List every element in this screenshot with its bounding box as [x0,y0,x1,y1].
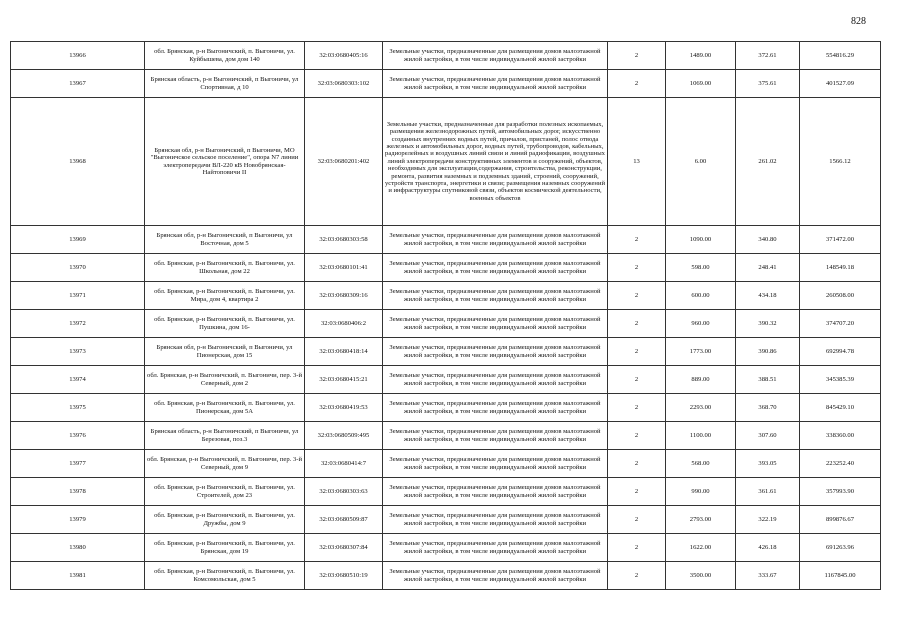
cadastral-value-cell: 554816.29 [800,42,881,70]
cadastral-value-cell: 1167845.00 [800,562,881,590]
cadastral-value-cell: 357993.90 [800,478,881,506]
specific-value-cell: 434.18 [736,282,800,310]
specific-value-cell: 261.02 [736,98,800,226]
area-cell: 568.00 [666,450,736,478]
row-number: 13971 [11,282,145,310]
row-number: 13978 [11,478,145,506]
area-cell: 1489.00 [666,42,736,70]
land-use-cell: Земельные участки, предназначенные для размещения домов малоэтажной жилой застройки, в том числе индивидуальной жилой застройки [383,310,608,338]
land-register-table [10,41,881,590]
row-number: 13977 [11,450,145,478]
specific-value-cell: 307.60 [736,422,800,450]
specific-value-cell: 375.61 [736,70,800,98]
row-number: 13966 [11,42,145,70]
address-cell: обл. Брянская, р-н Выгоничский, п. Выгоничи, ул. Мира, дом 4, квартира 2 [145,282,305,310]
table-row [11,70,881,98]
row-number: 13968 [11,98,145,226]
table-row [11,562,881,590]
cadastral-number-cell: 32:03:0680419:53 [305,394,383,422]
group-cell: 2 [608,42,666,70]
cadastral-number-cell: 32:03:0680418:14 [305,338,383,366]
group-cell: 2 [608,254,666,282]
group-cell: 2 [608,422,666,450]
group-cell: 2 [608,506,666,534]
row-number: 13976 [11,422,145,450]
table-row [11,450,881,478]
specific-value-cell: 340.80 [736,226,800,254]
specific-value-cell: 372.61 [736,42,800,70]
specific-value-cell: 388.51 [736,366,800,394]
group-cell: 2 [608,562,666,590]
group-cell: 2 [608,450,666,478]
area-cell: 6.00 [666,98,736,226]
table-row [11,98,881,226]
land-use-cell: Земельные участки, предназначенные для размещения домов малоэтажной жилой застройки, в том числе индивидуальной жилой застройки [383,534,608,562]
group-cell: 2 [608,534,666,562]
address-cell: обл. Брянская, р-н Выгоничский, п. Выгоничи, пер. 3-й Северный, дом 2 [145,366,305,394]
table-row [11,506,881,534]
table-row [11,366,881,394]
row-number: 13974 [11,366,145,394]
specific-value-cell: 368.70 [736,394,800,422]
cadastral-value-cell: 691263.96 [800,534,881,562]
area-cell: 600.00 [666,282,736,310]
cadastral-number-cell: 32:03:0680309:16 [305,282,383,310]
table-row [11,42,881,70]
row-number: 13967 [11,70,145,98]
land-use-cell: Земельные участки, предназначенные для размещения домов малоэтажной жилой застройки, в том числе индивидуальной жилой застройки [383,366,608,394]
group-cell: 2 [608,394,666,422]
row-number: 13981 [11,562,145,590]
land-use-cell: Земельные участки, предназначенные для разработки полезных ископаемых, размещения железнодорожных путей, автомобильных дорог, искусственно созданных внутренних водных путей, причалов, пристаней, полос отвода железных и автомобильных дорог, водных путей, трубопроводов, кабельных, радиорелейных и воздушных линий связи и линий радиофикации, воздушных линий электропередачи конструктивных элементов и сооружений, объектов, необходимых для эксплуатации,содержания, строительства, реконструкции, ремонта, развития наземных и подземных зданий, строений, сооружений, устройств транспорта, энергетики и связи; размещения наземных сооружений и инфраструктуры спутниковой связи, объектов космической деятельности, военных объектов [383,98,608,226]
specific-value-cell: 248.41 [736,254,800,282]
address-cell: Брянская область, р-н Выгоничский, п Выгоничи, ул Спортивная, д 10 [145,70,305,98]
table-row [11,478,881,506]
address-cell: обл. Брянская, р-н Выгоничский, п. Выгоничи, ул. Школьная, дом 22 [145,254,305,282]
address-cell: Брянская область, р-н Выгоничский, п Выгоничи, ул Березовая, поз.3 [145,422,305,450]
address-cell: Брянская обл, р-н Выгоничский, п Выгоничи, МО "Выгоничское сельское поселение", опора N7 линии электропередачи ВЛ-220 кВ Новобрянская-Найтоповичи II [145,98,305,226]
cadastral-number-cell: 32:03:0680101:41 [305,254,383,282]
row-number: 13975 [11,394,145,422]
area-cell: 2793.00 [666,506,736,534]
land-use-cell: Земельные участки, предназначенные для размещения домов малоэтажной жилой застройки, в том числе индивидуальной жилой застройки [383,42,608,70]
group-cell: 2 [608,310,666,338]
address-cell: обл. Брянская, р-н Выгоничский, п. Выгоничи, ул. Куйбышева, дом дом 140 [145,42,305,70]
cadastral-number-cell: 32:03:0680415:21 [305,366,383,394]
land-use-cell: Земельные участки, предназначенные для размещения домов малоэтажной жилой застройки, в том числе индивидуальной жилой застройки [383,450,608,478]
group-cell: 13 [608,98,666,226]
cadastral-value-cell: 223252.40 [800,450,881,478]
address-cell: обл. Брянская, р-н Выгоничский, п. Выгоничи, ул. Строителей, дом 23 [145,478,305,506]
cadastral-number-cell: 32:03:0680414:7 [305,450,383,478]
group-cell: 2 [608,478,666,506]
cadastral-number-cell: 32:03:0680405:16 [305,42,383,70]
address-cell: обл. Брянская, р-н Выгоничский, п. Выгоничи, ул. Пушкина, дом 16- [145,310,305,338]
table-row [11,226,881,254]
specific-value-cell: 361.61 [736,478,800,506]
cadastral-value-cell: 148549.18 [800,254,881,282]
area-cell: 1622.00 [666,534,736,562]
cadastral-number-cell: 32:03:0680303:102 [305,70,383,98]
land-use-cell: Земельные участки, предназначенные для размещения домов малоэтажной жилой застройки, в том числе индивидуальной жилой застройки [383,226,608,254]
specific-value-cell: 390.86 [736,338,800,366]
land-use-cell: Земельные участки, предназначенные для размещения домов малоэтажной жилой застройки, в том числе индивидуальной жилой застройки [383,70,608,98]
table-row [11,394,881,422]
group-cell: 2 [608,282,666,310]
row-number: 13969 [11,226,145,254]
cadastral-value-cell: 371472.00 [800,226,881,254]
specific-value-cell: 426.18 [736,534,800,562]
cadastral-number-cell: 32:03:0680201:402 [305,98,383,226]
cadastral-value-cell: 692994.78 [800,338,881,366]
address-cell: Брянская обл, р-н Выгоничский, п Выгоничи, ул Пионерская, дом 15 [145,338,305,366]
address-cell: обл. Брянская, р-н Выгоничский, п. Выгоничи, ул. Брянская, дом 19 [145,534,305,562]
table-row [11,282,881,310]
address-cell: обл. Брянская, р-н Выгоничский, п. Выгоничи, ул. Комсомольская, дом 5 [145,562,305,590]
area-cell: 1773.00 [666,338,736,366]
cadastral-number-cell: 32:03:0680307:84 [305,534,383,562]
specific-value-cell: 393.05 [736,450,800,478]
table-row [11,254,881,282]
row-number: 13979 [11,506,145,534]
address-cell: Брянская обл, р-н Выгоничский, п Выгоничи, ул Восточная, дом 5 [145,226,305,254]
land-use-cell: Земельные участки, предназначенные для размещения домов малоэтажной жилой застройки, в том числе индивидуальной жилой застройки [383,282,608,310]
table-row [11,310,881,338]
cadastral-value-cell: 401527.09 [800,70,881,98]
table-row [11,422,881,450]
cadastral-number-cell: 32:03:0680509:495 [305,422,383,450]
row-number: 13970 [11,254,145,282]
register-body [11,42,881,590]
address-cell: обл. Брянская, р-н Выгоничский, п. Выгоничи, ул. Дружбы, дом 9 [145,506,305,534]
land-use-cell: Земельные участки, предназначенные для размещения домов малоэтажной жилой застройки, в том числе индивидуальной жилой застройки [383,254,608,282]
specific-value-cell: 390.32 [736,310,800,338]
group-cell: 2 [608,226,666,254]
cadastral-number-cell: 32:03:0680303:63 [305,478,383,506]
land-use-cell: Земельные участки, предназначенные для размещения домов малоэтажной жилой застройки, в том числе индивидуальной жилой застройки [383,506,608,534]
cadastral-value-cell: 374707.20 [800,310,881,338]
row-number: 13980 [11,534,145,562]
specific-value-cell: 322.19 [736,506,800,534]
cadastral-value-cell: 845429.10 [800,394,881,422]
cadastral-number-cell: 32:03:0680406:2 [305,310,383,338]
land-use-cell: Земельные участки, предназначенные для размещения домов малоэтажной жилой застройки, в том числе индивидуальной жилой застройки [383,338,608,366]
area-cell: 598.00 [666,254,736,282]
group-cell: 2 [608,338,666,366]
address-cell: обл. Брянская, р-н Выгоничский, п. Выгоничи, ул. Пионерская, дом 5А [145,394,305,422]
specific-value-cell: 333.67 [736,562,800,590]
area-cell: 1100.00 [666,422,736,450]
row-number: 13973 [11,338,145,366]
cadastral-value-cell: 260508.00 [800,282,881,310]
area-cell: 889.00 [666,366,736,394]
cadastral-value-cell: 899876.67 [800,506,881,534]
land-use-cell: Земельные участки, предназначенные для размещения домов малоэтажной жилой застройки, в том числе индивидуальной жилой застройки [383,422,608,450]
cadastral-value-cell: 1566.12 [800,98,881,226]
area-cell: 3500.00 [666,562,736,590]
area-cell: 1090.00 [666,226,736,254]
cadastral-value-cell: 345385.39 [800,366,881,394]
cadastral-number-cell: 32:03:0680510:19 [305,562,383,590]
cadastral-number-cell: 32:03:0680509:87 [305,506,383,534]
table-row [11,338,881,366]
cadastral-value-cell: 338360.00 [800,422,881,450]
row-number: 13972 [11,310,145,338]
area-cell: 2293.00 [666,394,736,422]
land-use-cell: Земельные участки, предназначенные для размещения домов малоэтажной жилой застройки, в том числе индивидуальной жилой застройки [383,394,608,422]
area-cell: 960.00 [666,310,736,338]
page-number: 828 [851,16,866,27]
group-cell: 2 [608,70,666,98]
area-cell: 1069.00 [666,70,736,98]
land-use-cell: Земельные участки, предназначенные для размещения домов малоэтажной жилой застройки, в том числе индивидуальной жилой застройки [383,562,608,590]
land-use-cell: Земельные участки, предназначенные для размещения домов малоэтажной жилой застройки, в том числе индивидуальной жилой застройки [383,478,608,506]
group-cell: 2 [608,366,666,394]
table-row [11,534,881,562]
area-cell: 990.00 [666,478,736,506]
cadastral-number-cell: 32:03:0680303:58 [305,226,383,254]
address-cell: обл. Брянская, р-н Выгоничский, п. Выгоничи, пер. 3-й Северный, дом 9 [145,450,305,478]
